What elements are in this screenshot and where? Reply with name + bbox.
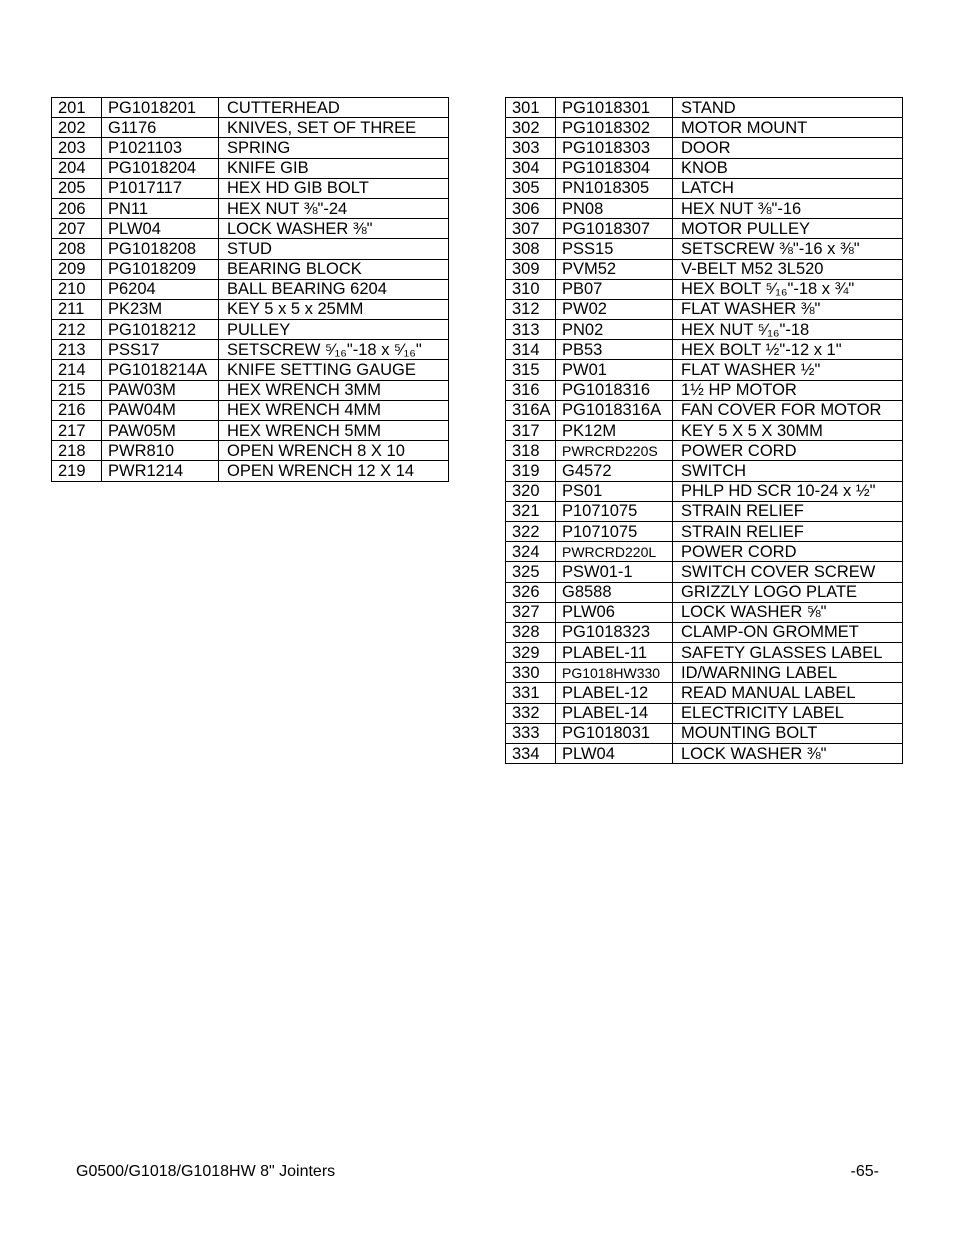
- description-cell: MOUNTING BOLT: [673, 723, 903, 743]
- table-row: [506, 663, 903, 683]
- table-row: [506, 501, 903, 521]
- description-cell: HEX WRENCH 5MM: [219, 421, 449, 441]
- ref-number-cell: 317: [506, 421, 556, 441]
- description-cell: PHLP HD SCR 10-24 x ½": [673, 481, 903, 501]
- ref-number-cell: 331: [506, 683, 556, 703]
- table-row: [506, 481, 903, 501]
- description-cell: POWER CORD: [673, 542, 903, 562]
- table-row: [506, 98, 903, 118]
- description-cell: STRAIN RELIEF: [673, 521, 903, 541]
- ref-number-cell: 330: [506, 663, 556, 683]
- part-number-cell: P1021103: [102, 138, 219, 158]
- description-cell: BALL BEARING 6204: [219, 279, 449, 299]
- ref-number-cell: 328: [506, 622, 556, 642]
- ref-number-cell: 206: [52, 198, 102, 218]
- table-row: [52, 320, 449, 340]
- ref-number-cell: 209: [52, 259, 102, 279]
- table-row: [506, 622, 903, 642]
- table-row: [506, 299, 903, 319]
- ref-number-cell: 329: [506, 643, 556, 663]
- ref-number-cell: 313: [506, 320, 556, 340]
- part-number-cell: PLW04: [102, 219, 219, 239]
- part-number-cell: PG1018HW330: [556, 663, 673, 683]
- part-number-cell: PG1018302: [556, 118, 673, 138]
- table-row: [52, 461, 449, 481]
- description-cell: MOTOR PULLEY: [673, 219, 903, 239]
- ref-number-cell: 201: [52, 98, 102, 118]
- part-number-cell: P1071075: [556, 521, 673, 541]
- part-number-cell: PSW01-1: [556, 562, 673, 582]
- description-cell: HEX HD GIB BOLT: [219, 178, 449, 198]
- description-cell: POWER CORD: [673, 441, 903, 461]
- description-cell: HEX WRENCH 4MM: [219, 400, 449, 420]
- table-row: [506, 521, 903, 541]
- table-row: [506, 421, 903, 441]
- parts-table-left: [51, 97, 449, 482]
- footer-page-number: -65-: [850, 1163, 879, 1180]
- description-cell: READ MANUAL LABEL: [673, 683, 903, 703]
- ref-number-cell: 208: [52, 239, 102, 259]
- description-cell: CUTTERHEAD: [219, 98, 449, 118]
- description-cell: STAND: [673, 98, 903, 118]
- description-cell: FAN COVER FOR MOTOR: [673, 400, 903, 420]
- table-row: [506, 360, 903, 380]
- ref-number-cell: 215: [52, 380, 102, 400]
- part-number-cell: PLW04: [556, 744, 673, 764]
- part-number-cell: PG1018316A: [556, 400, 673, 420]
- ref-number-cell: 324: [506, 542, 556, 562]
- part-number-cell: PK12M: [556, 421, 673, 441]
- ref-number-cell: 207: [52, 219, 102, 239]
- table-row: [506, 683, 903, 703]
- table-row: [52, 138, 449, 158]
- ref-number-cell: 303: [506, 138, 556, 158]
- ref-number-cell: 205: [52, 178, 102, 198]
- part-number-cell: PG1018031: [556, 723, 673, 743]
- part-number-cell: PG1018212: [102, 320, 219, 340]
- ref-number-cell: 314: [506, 340, 556, 360]
- part-number-cell: PG1018201: [102, 98, 219, 118]
- ref-number-cell: 307: [506, 219, 556, 239]
- part-number-cell: PB07: [556, 279, 673, 299]
- part-number-cell: PG1018209: [102, 259, 219, 279]
- table-row: [52, 219, 449, 239]
- ref-number-cell: 211: [52, 299, 102, 319]
- ref-number-cell: 321: [506, 501, 556, 521]
- part-number-cell: PWRCRD220S: [556, 441, 673, 461]
- table-row: [506, 239, 903, 259]
- part-number-cell: PB53: [556, 340, 673, 360]
- ref-number-cell: 319: [506, 461, 556, 481]
- ref-number-cell: 310: [506, 279, 556, 299]
- parts-table-left-body: [52, 98, 449, 482]
- part-number-cell: PWRCRD220L: [556, 542, 673, 562]
- table-row: [52, 421, 449, 441]
- ref-number-cell: 214: [52, 360, 102, 380]
- part-number-cell: PW02: [556, 299, 673, 319]
- part-number-cell: PG1018303: [556, 138, 673, 158]
- part-number-cell: PSS15: [556, 239, 673, 259]
- table-row: [506, 441, 903, 461]
- description-cell: V-BELT M52 3L520: [673, 259, 903, 279]
- part-number-cell: P1017117: [102, 178, 219, 198]
- ref-number-cell: 320: [506, 481, 556, 501]
- description-cell: ID/WARNING LABEL: [673, 663, 903, 683]
- description-cell: ELECTRICITY LABEL: [673, 703, 903, 723]
- part-number-cell: PN08: [556, 198, 673, 218]
- description-cell: 1½ HP MOTOR: [673, 380, 903, 400]
- ref-number-cell: 305: [506, 178, 556, 198]
- part-number-cell: PAW03M: [102, 380, 219, 400]
- table-row: [506, 723, 903, 743]
- table-row: [506, 380, 903, 400]
- table-row: [506, 178, 903, 198]
- part-number-cell: PLABEL-14: [556, 703, 673, 723]
- part-number-cell: PAW04M: [102, 400, 219, 420]
- table-row: [52, 279, 449, 299]
- ref-number-cell: 308: [506, 239, 556, 259]
- description-cell: HEX NUT ⅜"-24: [219, 198, 449, 218]
- part-number-cell: G4572: [556, 461, 673, 481]
- part-number-cell: PAW05M: [102, 421, 219, 441]
- description-cell: KEY 5 x 5 x 25MM: [219, 299, 449, 319]
- description-cell: SAFETY GLASSES LABEL: [673, 643, 903, 663]
- description-cell: SWITCH: [673, 461, 903, 481]
- description-cell: LATCH: [673, 178, 903, 198]
- table-row: [52, 340, 449, 360]
- part-number-cell: PLABEL-11: [556, 643, 673, 663]
- table-row: [506, 340, 903, 360]
- table-row: [506, 118, 903, 138]
- ref-number-cell: 309: [506, 259, 556, 279]
- table-row: [506, 461, 903, 481]
- description-cell: OPEN WRENCH 8 X 10: [219, 441, 449, 461]
- part-number-cell: PG1018323: [556, 622, 673, 642]
- description-cell: STRAIN RELIEF: [673, 501, 903, 521]
- ref-number-cell: 316: [506, 380, 556, 400]
- table-row: [52, 299, 449, 319]
- part-number-cell: G1176: [102, 118, 219, 138]
- description-cell: CLAMP-ON GROMMET: [673, 622, 903, 642]
- description-cell: BEARING BLOCK: [219, 259, 449, 279]
- ref-number-cell: 322: [506, 521, 556, 541]
- description-cell: STUD: [219, 239, 449, 259]
- ref-number-cell: 301: [506, 98, 556, 118]
- description-cell: FLAT WASHER ½": [673, 360, 903, 380]
- description-cell: LOCK WASHER ⅜": [219, 219, 449, 239]
- ref-number-cell: 332: [506, 703, 556, 723]
- description-cell: KNIVES, SET OF THREE: [219, 118, 449, 138]
- table-row: [506, 198, 903, 218]
- description-cell: KNOB: [673, 158, 903, 178]
- part-number-cell: PW01: [556, 360, 673, 380]
- ref-number-cell: 334: [506, 744, 556, 764]
- description-cell: LOCK WASHER ⅝": [673, 602, 903, 622]
- description-cell: PULLEY: [219, 320, 449, 340]
- table-row: [52, 259, 449, 279]
- table-row: [52, 178, 449, 198]
- part-number-cell: P6204: [102, 279, 219, 299]
- ref-number-cell: 218: [52, 441, 102, 461]
- table-row: [506, 643, 903, 663]
- table-row: [52, 98, 449, 118]
- footer-model-title: G0500/G1018/G1018HW 8" Jointers: [76, 1163, 336, 1180]
- part-number-cell: PG1018316: [556, 380, 673, 400]
- ref-number-cell: 204: [52, 158, 102, 178]
- description-cell: HEX NUT ⁵⁄₁₆"-18: [673, 320, 903, 340]
- part-number-cell: PLABEL-12: [556, 683, 673, 703]
- table-row: [506, 138, 903, 158]
- ref-number-cell: 315: [506, 360, 556, 380]
- table-row: [52, 198, 449, 218]
- description-cell: KNIFE SETTING GAUGE: [219, 360, 449, 380]
- part-number-cell: P1071075: [556, 501, 673, 521]
- description-cell: LOCK WASHER ⅜": [673, 744, 903, 764]
- table-row: [506, 400, 903, 420]
- description-cell: KEY 5 X 5 X 30MM: [673, 421, 903, 441]
- table-row: [506, 562, 903, 582]
- part-number-cell: PG1018301: [556, 98, 673, 118]
- table-row: [52, 360, 449, 380]
- part-number-cell: PG1018304: [556, 158, 673, 178]
- part-number-cell: PLW06: [556, 602, 673, 622]
- table-row: [52, 118, 449, 138]
- part-number-cell: G8588: [556, 582, 673, 602]
- ref-number-cell: 326: [506, 582, 556, 602]
- parts-table-right-body: [506, 98, 903, 764]
- part-number-cell: PG1018307: [556, 219, 673, 239]
- ref-number-cell: 325: [506, 562, 556, 582]
- table-row: [506, 602, 903, 622]
- table-row: [52, 441, 449, 461]
- description-cell: OPEN WRENCH 12 X 14: [219, 461, 449, 481]
- table-row: [506, 542, 903, 562]
- ref-number-cell: 306: [506, 198, 556, 218]
- description-cell: SETSCREW ⁵⁄₁₆"-18 x ⁵⁄₁₆": [219, 340, 449, 360]
- table-row: [52, 239, 449, 259]
- description-cell: SETSCREW ⅜"-16 x ⅜": [673, 239, 903, 259]
- part-number-cell: PK23M: [102, 299, 219, 319]
- table-row: [52, 380, 449, 400]
- part-number-cell: PS01: [556, 481, 673, 501]
- table-row: [506, 259, 903, 279]
- part-number-cell: PN1018305: [556, 178, 673, 198]
- ref-number-cell: 203: [52, 138, 102, 158]
- description-cell: SWITCH COVER SCREW: [673, 562, 903, 582]
- table-row: [506, 320, 903, 340]
- ref-number-cell: 327: [506, 602, 556, 622]
- table-row: [52, 400, 449, 420]
- part-number-cell: PG1018214A: [102, 360, 219, 380]
- ref-number-cell: 202: [52, 118, 102, 138]
- ref-number-cell: 312: [506, 299, 556, 319]
- table-row: [506, 158, 903, 178]
- description-cell: HEX NUT ⅜"-16: [673, 198, 903, 218]
- part-number-cell: PWR810: [102, 441, 219, 461]
- description-cell: HEX WRENCH 3MM: [219, 380, 449, 400]
- description-cell: DOOR: [673, 138, 903, 158]
- ref-number-cell: 302: [506, 118, 556, 138]
- description-cell: FLAT WASHER ⅜": [673, 299, 903, 319]
- ref-number-cell: 217: [52, 421, 102, 441]
- part-number-cell: PG1018208: [102, 239, 219, 259]
- table-row: [506, 279, 903, 299]
- description-cell: GRIZZLY LOGO PLATE: [673, 582, 903, 602]
- ref-number-cell: 216: [52, 400, 102, 420]
- description-cell: HEX BOLT ½"-12 x 1": [673, 340, 903, 360]
- table-row: [52, 158, 449, 178]
- ref-number-cell: 213: [52, 340, 102, 360]
- ref-number-cell: 210: [52, 279, 102, 299]
- part-number-cell: PN02: [556, 320, 673, 340]
- table-row: [506, 703, 903, 723]
- ref-number-cell: 333: [506, 723, 556, 743]
- part-number-cell: PN11: [102, 198, 219, 218]
- description-cell: KNIFE GIB: [219, 158, 449, 178]
- ref-number-cell: 304: [506, 158, 556, 178]
- part-number-cell: PSS17: [102, 340, 219, 360]
- description-cell: SPRING: [219, 138, 449, 158]
- table-row: [506, 582, 903, 602]
- description-cell: MOTOR MOUNT: [673, 118, 903, 138]
- parts-table-right: [505, 97, 903, 764]
- ref-number-cell: 212: [52, 320, 102, 340]
- table-row: [506, 219, 903, 239]
- ref-number-cell: 219: [52, 461, 102, 481]
- ref-number-cell: 316A: [506, 400, 556, 420]
- part-number-cell: PWR1214: [102, 461, 219, 481]
- part-number-cell: PVM52: [556, 259, 673, 279]
- description-cell: HEX BOLT ⁵⁄₁₆"-18 x ¾": [673, 279, 903, 299]
- part-number-cell: PG1018204: [102, 158, 219, 178]
- ref-number-cell: 318: [506, 441, 556, 461]
- table-row: [506, 744, 903, 764]
